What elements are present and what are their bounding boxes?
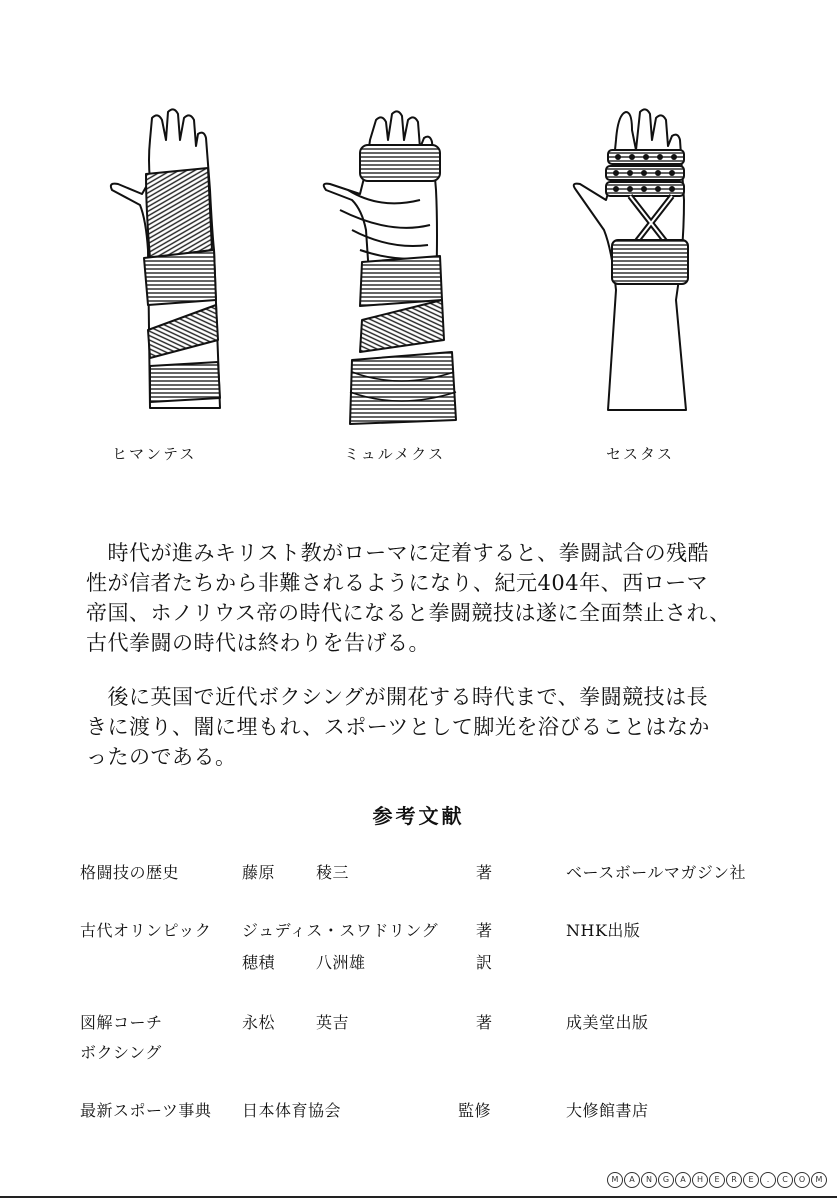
caption-myrmex: ミュルメクス <box>344 445 446 463</box>
paragraph-line: 古代拳闘の時代は終わりを告げる。 <box>86 631 430 655</box>
references-heading: 参考文献 <box>372 804 465 828</box>
watermark-letter: E <box>709 1172 725 1188</box>
watermark-letter: E <box>743 1172 759 1188</box>
watermark-letter: O <box>794 1172 810 1188</box>
ref-author-given: 八洲雄 <box>316 953 366 972</box>
watermark-letter: N <box>641 1172 657 1188</box>
paragraph-line: 性が信者たちから非難されるようになり、紀元404年、西ローマ <box>86 571 709 595</box>
ref-publisher: 成美堂出版 <box>566 1013 649 1032</box>
ref-title: 古代オリンピック <box>80 921 212 940</box>
caption-cestus: セスタス <box>606 445 675 463</box>
ref-role: 監修 <box>458 1101 492 1120</box>
watermark-letter: C <box>777 1172 793 1188</box>
footer-rule <box>0 1196 837 1198</box>
watermark-letter: R <box>726 1172 742 1188</box>
ref-author-given: 英吉 <box>316 1013 350 1032</box>
ref-author-surname: ジュディス・スワドリング <box>242 921 439 940</box>
watermark-letter: A <box>624 1172 640 1188</box>
watermark-letter: G <box>658 1172 674 1188</box>
paragraph-line: ったのである。 <box>86 745 237 769</box>
watermark-letter: M <box>811 1172 827 1188</box>
watermark-letter: H <box>692 1172 708 1188</box>
ref-title: ボクシング <box>80 1043 162 1062</box>
caption-himantes: ヒマンテス <box>112 445 197 463</box>
ref-role: 著 <box>476 921 493 940</box>
paragraph-line: 時代が進みキリスト教がローマに定着すると、拳闘試合の残酷 <box>86 541 710 565</box>
ref-author-surname: 永松 <box>242 1013 276 1032</box>
ref-title: 図解コーチ <box>80 1013 163 1032</box>
paragraph-line: きに渡り、闇に埋もれ、スポーツとして脚光を浴びることはなか <box>86 715 710 739</box>
ref-author-surname: 穂積 <box>242 953 276 972</box>
ref-author-surname: 日本体育協会 <box>242 1101 342 1120</box>
paragraph-line: 後に英国で近代ボクシングが開花する時代まで、拳闘競技は長 <box>86 685 709 709</box>
ref-author-given: 稜三 <box>316 863 350 882</box>
ref-title: 最新スポーツ事典 <box>80 1101 212 1120</box>
body-paragraph-2 <box>86 682 766 772</box>
ref-publisher: ベースボールマガジン社 <box>566 863 746 882</box>
ref-author-surname: 藤原 <box>242 863 276 882</box>
hand-wraps-illustration <box>0 0 837 480</box>
watermark <box>607 1172 827 1188</box>
body-paragraph-1 <box>86 538 766 658</box>
ref-title: 格闘技の歴史 <box>80 863 180 882</box>
himantes-hand <box>111 109 220 408</box>
ref-role: 著 <box>476 863 493 882</box>
watermark-letter: . <box>760 1172 776 1188</box>
paragraph-line: 帝国、ホノリウス帝の時代になると拳闘競技は遂に全面禁止され、 <box>86 601 731 625</box>
watermark-letter: A <box>675 1172 691 1188</box>
myrmex-hand <box>324 111 456 424</box>
ref-publisher: NHK出版 <box>566 921 641 940</box>
watermark-letter: M <box>607 1172 623 1188</box>
ref-role: 著 <box>476 1013 493 1032</box>
ref-role: 訳 <box>476 953 493 972</box>
cestus-hand <box>574 109 688 410</box>
ref-publisher: 大修館書店 <box>566 1101 649 1120</box>
